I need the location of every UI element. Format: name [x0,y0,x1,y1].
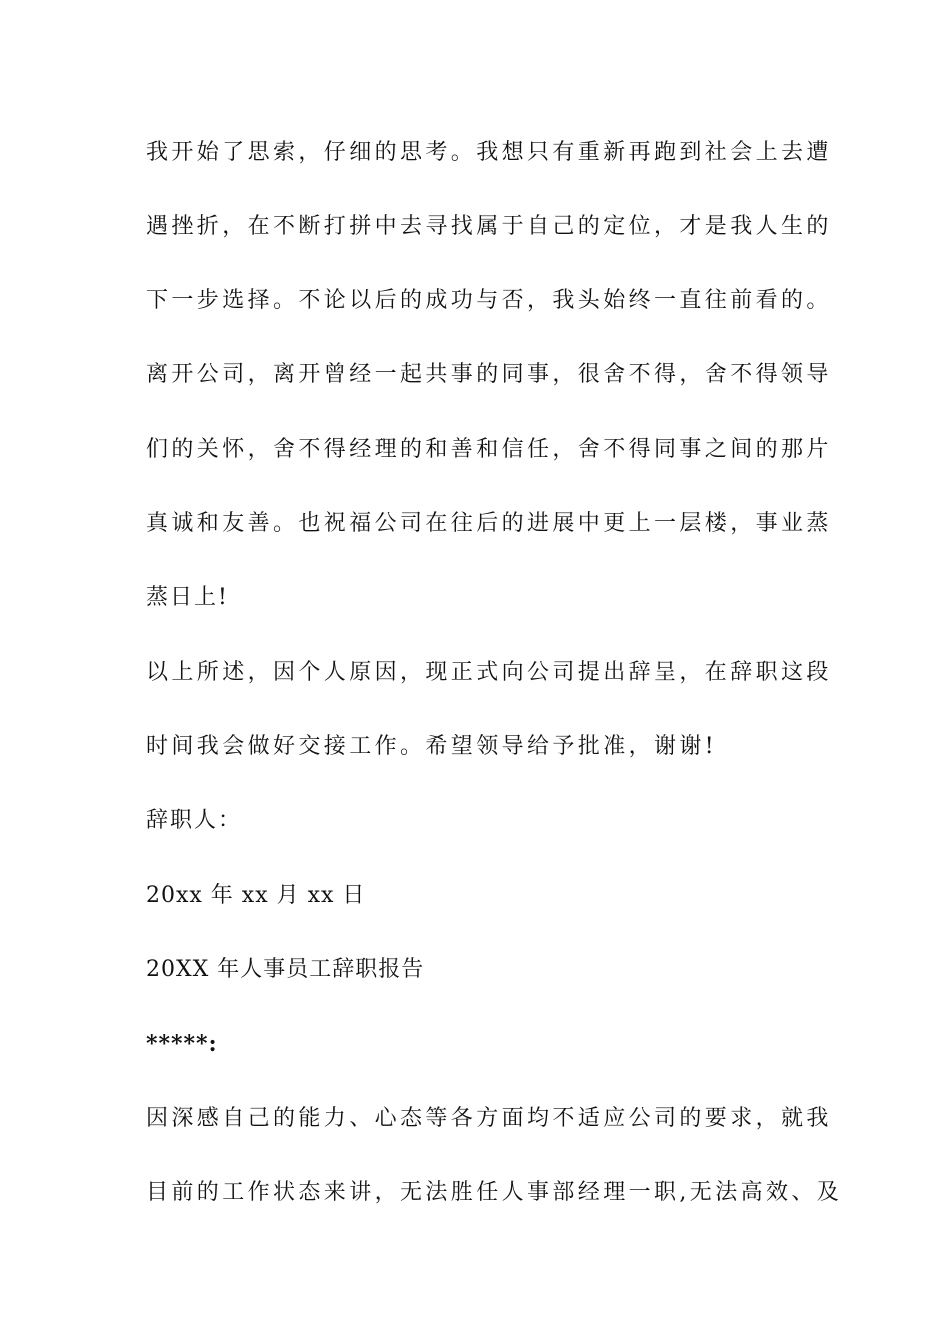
report-title: 20XX 年人事员工辞职报告 [146,957,425,982]
paragraph-line: 离开公司，离开曾经一起共事的同事，很舍不得，舍不得领导 [146,362,832,387]
date-line: 20xx 年 xx 月 xx 日 [146,883,366,908]
paragraph-line: 下一步选择。不论以后的成功与否，我头始终一直往前看的。 [146,288,832,313]
paragraph-line: 目前的工作状态来讲，无法胜任人事部经理一职,无法高效、及 [146,1180,843,1205]
paragraph-line: 真诚和友善。也祝福公司在往后的进展中更上一层楼，事业蒸 [146,511,832,536]
paragraph-line: 时间我会做好交接工作。希望领导给予批准，谢谢! [146,734,718,759]
paragraph-line: 蒸日上! [146,585,229,610]
salutation: *****: [146,1031,218,1057]
paragraph-line: 以上所述，因个人原因，现正式向公司提出辞呈，在辞职这段 [146,660,832,685]
signature-label: 辞职人： [146,808,243,833]
paragraph-line: 因深感自己的能力、心态等各方面均不适应公司的要求，就我 [146,1106,832,1131]
paragraph-line: 们的关怀，舍不得经理的和善和信任，舍不得同事之间的那片 [146,437,832,462]
paragraph-line: 遇挫折，在不断打拼中去寻找属于自己的定位，才是我人生的 [146,214,832,239]
paragraph-line: 我开始了思索，仔细的思考。我想只有重新再跑到社会上去遭 [146,140,832,165]
